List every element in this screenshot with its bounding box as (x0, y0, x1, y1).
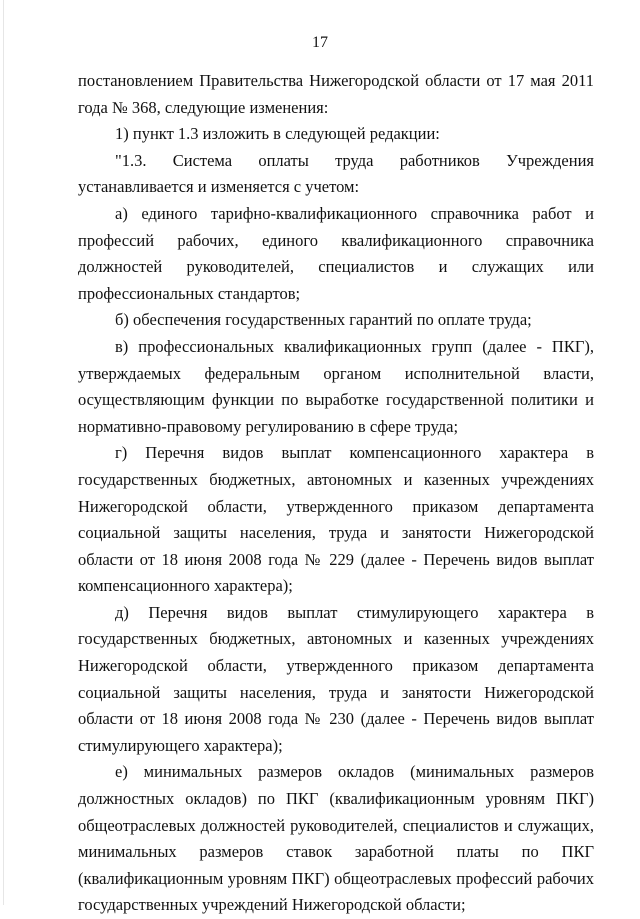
paragraph-item-1: 1) пункт 1.3 изложить в следующей редакции: (115, 124, 440, 144)
paragraph-subitem-d: д) Перечня видов выплат стимулирующего характера в государственных бюджетных, автономных и казенных учреждениях Нижегородской области, утвержденного приказом департамента социальной защиты населения, труда и занятости Нижегородской области от 18 июня 2008 года № 230 (далее - Перечень видов выплат стимулирующего характера); (78, 602, 594, 755)
paragraph-clause-1-3: "1.3. Система оплаты труда работников Учреждения устанавливается и изменяется с учетом: (78, 150, 594, 197)
paragraph-subitem-a: а) единого тарифно-квалификационного справочника работ и профессий рабочих, единого квалификационного справочника должностей руководителей, специалистов и служащих или профессиональных стандартов; (78, 203, 594, 303)
document-body (78, 68, 594, 919)
paragraph-subitem-e: е) минимальных размеров окладов (минимальных размеров должностных окладов) по ПКГ (квалификационным уровням ПКГ) общеотраслевых должностей руководителей, специалистов и служащих, минимальных размеров ставок заработной платы по ПКГ (квалификационным уровням ПКГ) общеотраслевых профессий рабочих государственных учреждений Нижегородской области; (78, 762, 594, 915)
page-number: 17 (312, 34, 328, 51)
paragraph-intro: постановлением Правительства Нижегородской области от 17 мая 2011 года № 368, следующие изменения: (78, 71, 594, 117)
paragraph-subitem-v: в) профессиональных квалификационных групп (далее - ПКГ), утверждаемых федеральным органом исполнительной власти, осуществляющим функции по выработке государственной политики и нормативно-правовому регулированию в сфере труда; (78, 336, 594, 436)
page-edge-line (3, 0, 4, 905)
paragraph-subitem-b: б) обеспечения государственных гарантий по оплате труда; (115, 310, 532, 330)
paragraph-subitem-g: г) Перечня видов выплат компенсационного характера в государственных бюджетных, автономных и казенных учреждениях Нижегородской области, утвержденного приказом департамента социальной защиты населения, труда и занятости Нижегородской области от 18 июня 2008 года № 229 (далее - Перечень видов выплат компенсационного характера); (78, 443, 594, 596)
